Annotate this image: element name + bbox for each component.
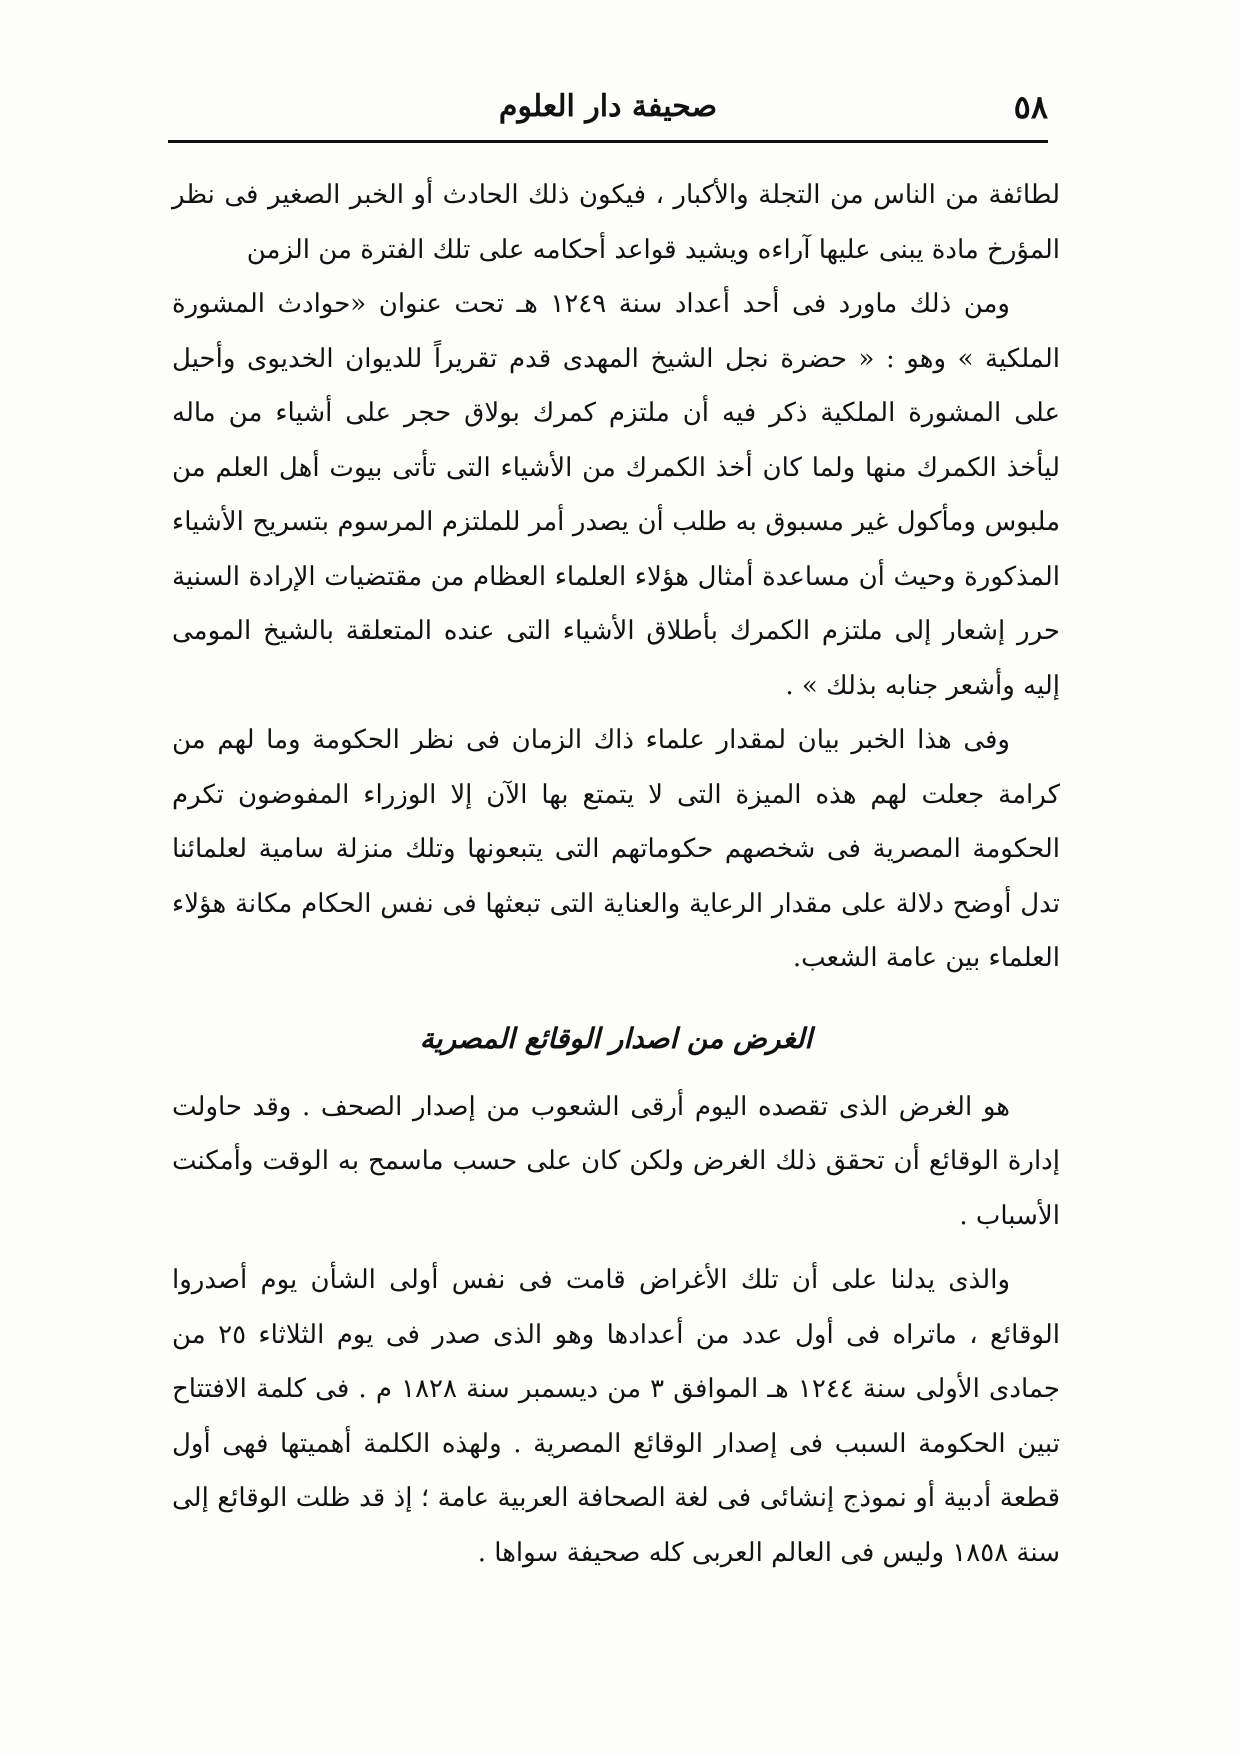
section-heading: الغرض من اصدار الوقائع المصرية: [419, 1021, 813, 1055]
page-header: [168, 82, 1048, 132]
paragraph-1: لطائفة من الناس من التجلة والأكبار ، فيكون ذلك الحادث أو الخبر الصغير فى نظر المؤرخ مادة يبنى عليها آراءه ويشيد قواعد أحكامه على تلك الفترة من الزمن: [172, 180, 1060, 265]
body-text: [172, 168, 1060, 1580]
paragraph-4: هو الغرض الذى تقصده اليوم أرقى الشعوب من إصدار الصحف . وقد حاولت إدارة الوقائع أن تحقق ذلك الغرض ولكن كان على حسب ماسمح به الوقت وأمكنت الأسباب .: [172, 1091, 1060, 1231]
paragraph-5: والذى يدلنا على أن تلك الأغراض قامت فى نفس أولى الشأن يوم أصدروا الوقائع ، ماتراه فى أول عدد من أعدادها وهو الذى صدر فى يوم الثلاثاء ٢٥ من جمادى الأولى سنة ١٢٤٤ هـ الموافق ٣ من ديسمبر سنة ١٨٢٨ م . فى كلمة الافتتاح تبين الحكومة السبب فى إصدار الوقائع المصرية . ولهذه الكلمة أهميتها فهى أول قطعة أدبية أو نموذج إنشائى فى لغة الصحافة العربية عامة ؛ إذ قد ظلت الوقائع إلى سنة ١٨٥٨ وليس فى العالم العربى كله صحيفة سواها .: [172, 1265, 1060, 1568]
paragraph-gap: [172, 1243, 1060, 1253]
paragraph-2: ومن ذلك ماورد فى أحد أعداد سنة ١٢٤٩ هـ تحت عنوان «حوادث المشورة الملكية » وهو : « حضرة نجل الشيخ المهدى قدم تقريراً للديوان الخديوى وأحيل على المشورة الملكية ذكر فيه أن ملتزم كمرك بولاق حجر على أشياء من ماله ليأخذ الكمرك منها ولما كان أخذ الكمرك من الأشياء التى تأتى بيوت أهل العلم من ملبوس ومأكول غير مسبوق به طلب أن يصدر أمر للملتزم المرسوم بتسريح الأشياء المذكورة وحيث أن مساعدة أمثال هؤلاء العلماء العظام من مقتضيات الإرادة السنية حرر إشعار إلى ملتزم الكمرك بأطلاق الأشياء التى عنده المتعلقة بالشيخ المومى إليه وأشعر جنابه بذلك » .: [172, 289, 1060, 701]
header-rule: [168, 140, 1048, 143]
running-title: صحيفة دار العلوم: [498, 89, 718, 124]
page-number: ٥٨: [1013, 88, 1048, 126]
paragraph-3: وفى هذا الخبر بيان لمقدار علماء ذاك الزمان فى نظر الحكومة وما لهم من كرامة جعلت لهم هذه الميزة التى لا يتمتع بها الآن إلا الوزراء المفوضون تكرم الحكومة المصرية فى شخصهم حكوماتهم التى يتبعونها وتلك منزلة سامية لعلمائنا تدل أوضح دلالة على مقدار الرعاية والعناية التى تبعثها فى نفس الحكام مكانة هؤلاء العلماء بين عامة الشعب.: [172, 725, 1060, 973]
